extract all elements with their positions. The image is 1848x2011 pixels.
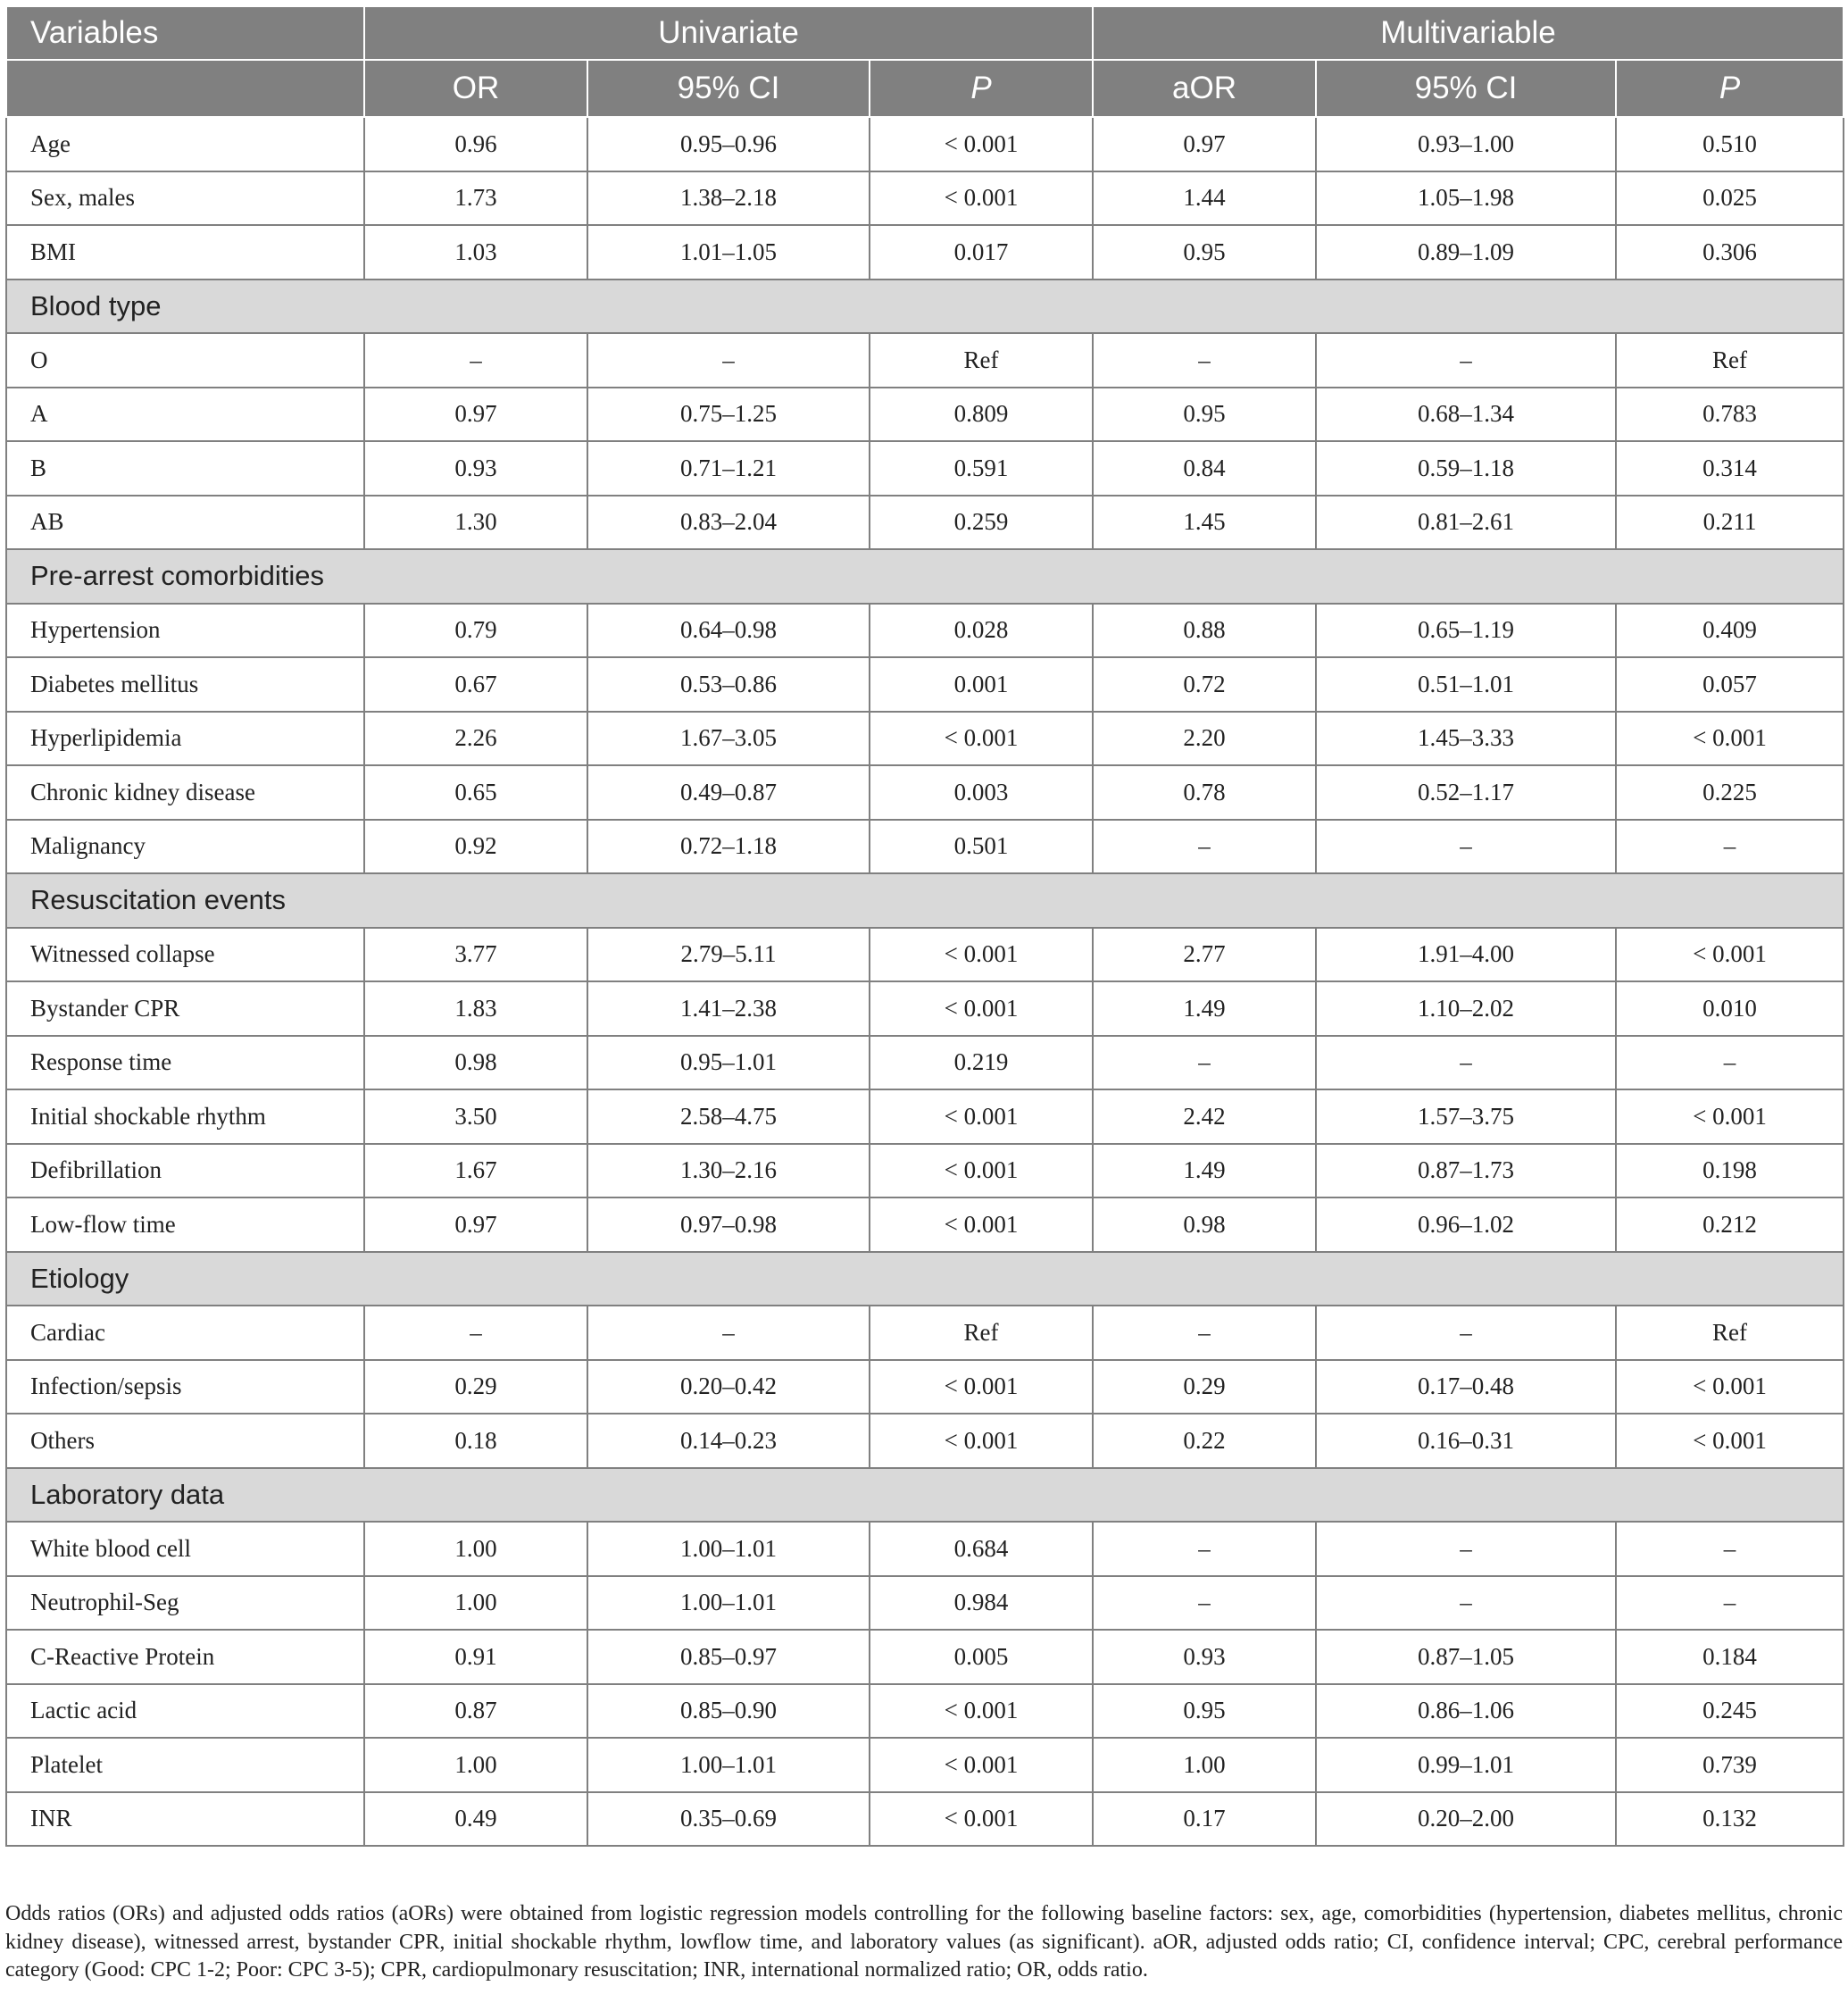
cell-p-multivariable: – bbox=[1616, 1576, 1844, 1631]
table-row bbox=[6, 388, 1844, 442]
cell-ci-multivariable: 0.86–1.06 bbox=[1316, 1684, 1616, 1739]
cell-ci-multivariable: 0.81–2.61 bbox=[1316, 496, 1616, 550]
cell-ci-univariate: 0.75–1.25 bbox=[587, 388, 870, 442]
cell-variable: Platelet bbox=[6, 1738, 364, 1792]
table-row bbox=[6, 1684, 1844, 1739]
cell-aor: 1.49 bbox=[1093, 1144, 1316, 1198]
cell-aor: 2.77 bbox=[1093, 928, 1316, 982]
cell-p-univariate: < 0.001 bbox=[870, 928, 1093, 982]
cell-or: 1.00 bbox=[364, 1576, 587, 1631]
cell-ci-multivariable: 1.10–2.02 bbox=[1316, 981, 1616, 1036]
cell-p-multivariable: – bbox=[1616, 1522, 1844, 1576]
cell-variable: Lactic acid bbox=[6, 1684, 364, 1739]
cell-ci-univariate: 2.79–5.11 bbox=[587, 928, 870, 982]
cell-p-multivariable: 0.409 bbox=[1616, 604, 1844, 658]
cell-p-univariate: 0.028 bbox=[870, 604, 1093, 658]
cell-ci-univariate: 0.83–2.04 bbox=[587, 496, 870, 550]
cell-p-univariate: 0.591 bbox=[870, 441, 1093, 496]
cell-p-multivariable: 0.225 bbox=[1616, 765, 1844, 820]
cell-p-multivariable: 0.132 bbox=[1616, 1792, 1844, 1847]
cell-variable: Low-flow time bbox=[6, 1197, 364, 1252]
cell-ci-univariate: 2.58–4.75 bbox=[587, 1089, 870, 1144]
cell-ci-univariate: 0.64–0.98 bbox=[587, 604, 870, 658]
cell-aor: – bbox=[1093, 1306, 1316, 1360]
cell-ci-multivariable: 0.52–1.17 bbox=[1316, 765, 1616, 820]
cell-ci-multivariable: 1.91–4.00 bbox=[1316, 928, 1616, 982]
cell-aor: – bbox=[1093, 820, 1316, 874]
cell-variable: White blood cell bbox=[6, 1522, 364, 1576]
cell-ci-multivariable: 0.17–0.48 bbox=[1316, 1360, 1616, 1414]
cell-aor: 0.78 bbox=[1093, 765, 1316, 820]
cell-or: 0.65 bbox=[364, 765, 587, 820]
cell-or: 3.50 bbox=[364, 1089, 587, 1144]
cell-variable: Age bbox=[6, 117, 364, 171]
header-or: OR bbox=[364, 60, 587, 117]
table-row bbox=[6, 117, 1844, 171]
cell-p-multivariable: 0.739 bbox=[1616, 1738, 1844, 1792]
header-ci-univariate: 95% CI bbox=[587, 60, 870, 117]
cell-aor: 1.49 bbox=[1093, 981, 1316, 1036]
cell-variable: Sex, males bbox=[6, 171, 364, 226]
cell-variable: B bbox=[6, 441, 364, 496]
cell-p-univariate: < 0.001 bbox=[870, 981, 1093, 1036]
cell-p-multivariable: – bbox=[1616, 1036, 1844, 1090]
cell-p-multivariable: 0.783 bbox=[1616, 388, 1844, 442]
cell-ci-multivariable: – bbox=[1316, 1576, 1616, 1631]
cell-aor: 0.84 bbox=[1093, 441, 1316, 496]
cell-or: 0.18 bbox=[364, 1414, 587, 1468]
table-row bbox=[6, 928, 1844, 982]
cell-p-multivariable: < 0.001 bbox=[1616, 712, 1844, 766]
cell-or: 1.67 bbox=[364, 1144, 587, 1198]
cell-variable: Response time bbox=[6, 1036, 364, 1090]
cell-ci-univariate: 1.01–1.05 bbox=[587, 225, 870, 280]
cell-or: 0.98 bbox=[364, 1036, 587, 1090]
cell-variable: AB bbox=[6, 496, 364, 550]
table-row bbox=[6, 712, 1844, 766]
cell-or: 1.03 bbox=[364, 225, 587, 280]
cell-variable: Diabetes mellitus bbox=[6, 657, 364, 712]
cell-or: 0.49 bbox=[364, 1792, 587, 1847]
cell-ci-multivariable: – bbox=[1316, 333, 1616, 388]
cell-ci-univariate: 1.30–2.16 bbox=[587, 1144, 870, 1198]
section-row bbox=[6, 1252, 1844, 1306]
cell-aor: 1.44 bbox=[1093, 171, 1316, 226]
cell-p-univariate: 0.809 bbox=[870, 388, 1093, 442]
cell-p-multivariable: 0.211 bbox=[1616, 496, 1844, 550]
table-container bbox=[5, 5, 1843, 1847]
cell-aor: 1.45 bbox=[1093, 496, 1316, 550]
cell-ci-multivariable: 1.05–1.98 bbox=[1316, 171, 1616, 226]
cell-aor: – bbox=[1093, 1576, 1316, 1631]
cell-aor: 2.42 bbox=[1093, 1089, 1316, 1144]
cell-ci-multivariable: – bbox=[1316, 1306, 1616, 1360]
cell-p-univariate: 0.001 bbox=[870, 657, 1093, 712]
cell-ci-univariate: 0.85–0.90 bbox=[587, 1684, 870, 1739]
section-row bbox=[6, 280, 1844, 334]
cell-variable: Infection/sepsis bbox=[6, 1360, 364, 1414]
cell-ci-univariate: 0.97–0.98 bbox=[587, 1197, 870, 1252]
cell-ci-univariate: 1.38–2.18 bbox=[587, 171, 870, 226]
cell-or: 0.91 bbox=[364, 1630, 587, 1684]
cell-variable: Cardiac bbox=[6, 1306, 364, 1360]
cell-or: 1.73 bbox=[364, 171, 587, 226]
cell-ci-multivariable: 0.87–1.05 bbox=[1316, 1630, 1616, 1684]
table-footnote: Odds ratios (ORs) and adjusted odds ratios (aORs) were obtained from logistic regression models controlling for the following baseline factors: sex, age, comorbidities (hypertension, diabetes mellitus, chronic kidney disease), witnessed arrest, bystander CPR, initial shockable rhythm, lowflow time, and laboratory values (as significant). aOR, adjusted odds ratio; CI, confidence interval; CPC, cerebral performance category (Good: CPC 1-2; Poor: CPC 3-5); CPR, cardiopulmonary resuscitation; INR, international normalized ratio; OR, odds ratio. bbox=[5, 1902, 1843, 1982]
cell-ci-univariate: 0.35–0.69 bbox=[587, 1792, 870, 1847]
cell-aor: 0.72 bbox=[1093, 657, 1316, 712]
cell-ci-univariate: 1.67–3.05 bbox=[587, 712, 870, 766]
cell-p-multivariable: 0.306 bbox=[1616, 225, 1844, 280]
cell-p-univariate: 0.684 bbox=[870, 1522, 1093, 1576]
cell-variable: INR bbox=[6, 1792, 364, 1847]
cell-or: 1.30 bbox=[364, 496, 587, 550]
table-row bbox=[6, 981, 1844, 1036]
cell-variable: A bbox=[6, 388, 364, 442]
cell-p-multivariable: < 0.001 bbox=[1616, 928, 1844, 982]
cell-ci-univariate: 0.53–0.86 bbox=[587, 657, 870, 712]
cell-aor: 0.95 bbox=[1093, 388, 1316, 442]
section-label: Blood type bbox=[6, 280, 1844, 334]
header-blank bbox=[6, 60, 364, 117]
header-p-univariate: P bbox=[870, 60, 1093, 117]
cell-ci-univariate: 1.00–1.01 bbox=[587, 1522, 870, 1576]
table-row bbox=[6, 225, 1844, 280]
cell-variable: Initial shockable rhythm bbox=[6, 1089, 364, 1144]
header-multivariable: Multivariable bbox=[1093, 6, 1844, 60]
cell-ci-multivariable: 0.16–0.31 bbox=[1316, 1414, 1616, 1468]
cell-p-multivariable: 0.198 bbox=[1616, 1144, 1844, 1198]
table-row bbox=[6, 1738, 1844, 1792]
cell-p-multivariable: < 0.001 bbox=[1616, 1414, 1844, 1468]
cell-or: 0.92 bbox=[364, 820, 587, 874]
table-row bbox=[6, 1036, 1844, 1090]
table-row bbox=[6, 1630, 1844, 1684]
cell-ci-multivariable: 0.99–1.01 bbox=[1316, 1738, 1616, 1792]
cell-p-univariate: < 0.001 bbox=[870, 1197, 1093, 1252]
cell-or: 1.00 bbox=[364, 1522, 587, 1576]
cell-variable: Witnessed collapse bbox=[6, 928, 364, 982]
cell-or: – bbox=[364, 1306, 587, 1360]
cell-p-multivariable: < 0.001 bbox=[1616, 1360, 1844, 1414]
cell-p-univariate: 0.259 bbox=[870, 496, 1093, 550]
cell-variable: Hypertension bbox=[6, 604, 364, 658]
cell-ci-univariate: 0.72–1.18 bbox=[587, 820, 870, 874]
table-row bbox=[6, 657, 1844, 712]
cell-ci-univariate: 0.14–0.23 bbox=[587, 1414, 870, 1468]
cell-or: 0.97 bbox=[364, 388, 587, 442]
cell-p-multivariable: 0.314 bbox=[1616, 441, 1844, 496]
cell-p-univariate: < 0.001 bbox=[870, 1414, 1093, 1468]
cell-variable: BMI bbox=[6, 225, 364, 280]
cell-or: 2.26 bbox=[364, 712, 587, 766]
table-row bbox=[6, 765, 1844, 820]
cell-variable: Others bbox=[6, 1414, 364, 1468]
cell-ci-multivariable: 1.57–3.75 bbox=[1316, 1089, 1616, 1144]
cell-variable: O bbox=[6, 333, 364, 388]
header-row-groups bbox=[6, 6, 1844, 60]
cell-ci-multivariable: 0.87–1.73 bbox=[1316, 1144, 1616, 1198]
section-row bbox=[6, 549, 1844, 604]
cell-p-univariate: < 0.001 bbox=[870, 712, 1093, 766]
table-row bbox=[6, 1306, 1844, 1360]
cell-ci-univariate: 1.41–2.38 bbox=[587, 981, 870, 1036]
cell-p-multivariable: 0.010 bbox=[1616, 981, 1844, 1036]
table-row bbox=[6, 604, 1844, 658]
cell-ci-multivariable: – bbox=[1316, 820, 1616, 874]
cell-p-univariate: 0.017 bbox=[870, 225, 1093, 280]
cell-p-univariate: < 0.001 bbox=[870, 171, 1093, 226]
header-p-multivariable: P bbox=[1616, 60, 1844, 117]
cell-p-univariate: 0.984 bbox=[870, 1576, 1093, 1631]
cell-variable: Hyperlipidemia bbox=[6, 712, 364, 766]
table-body bbox=[6, 117, 1844, 1846]
table-row bbox=[6, 820, 1844, 874]
cell-p-univariate: 0.003 bbox=[870, 765, 1093, 820]
cell-variable: Malignancy bbox=[6, 820, 364, 874]
cell-p-univariate: < 0.001 bbox=[870, 1360, 1093, 1414]
cell-ci-univariate: 0.85–0.97 bbox=[587, 1630, 870, 1684]
cell-ci-univariate: 1.00–1.01 bbox=[587, 1576, 870, 1631]
table-row bbox=[6, 333, 1844, 388]
header-univariate: Univariate bbox=[364, 6, 1093, 60]
cell-ci-multivariable: – bbox=[1316, 1036, 1616, 1090]
cell-ci-multivariable: 1.45–3.33 bbox=[1316, 712, 1616, 766]
cell-aor: 0.95 bbox=[1093, 225, 1316, 280]
cell-ci-multivariable: 0.51–1.01 bbox=[1316, 657, 1616, 712]
cell-p-multivariable: 0.212 bbox=[1616, 1197, 1844, 1252]
cell-ci-multivariable: 0.65–1.19 bbox=[1316, 604, 1616, 658]
cell-p-multivariable: – bbox=[1616, 820, 1844, 874]
odds-ratio-table bbox=[5, 5, 1844, 1847]
cell-p-univariate: < 0.001 bbox=[870, 1738, 1093, 1792]
cell-p-multivariable: 0.510 bbox=[1616, 117, 1844, 171]
cell-p-univariate: < 0.001 bbox=[870, 117, 1093, 171]
cell-or: 0.87 bbox=[364, 1684, 587, 1739]
cell-aor: 0.98 bbox=[1093, 1197, 1316, 1252]
cell-or: 0.97 bbox=[364, 1197, 587, 1252]
cell-aor: – bbox=[1093, 1036, 1316, 1090]
cell-p-univariate: 0.501 bbox=[870, 820, 1093, 874]
cell-ci-multivariable: 0.93–1.00 bbox=[1316, 117, 1616, 171]
cell-aor: 0.93 bbox=[1093, 1630, 1316, 1684]
cell-aor: 0.17 bbox=[1093, 1792, 1316, 1847]
cell-ci-multivariable: 0.20–2.00 bbox=[1316, 1792, 1616, 1847]
cell-or: 0.79 bbox=[364, 604, 587, 658]
cell-or: 0.29 bbox=[364, 1360, 587, 1414]
table-row bbox=[6, 1576, 1844, 1631]
cell-ci-univariate: 0.95–1.01 bbox=[587, 1036, 870, 1090]
cell-ci-univariate: 0.20–0.42 bbox=[587, 1360, 870, 1414]
cell-ci-multivariable: 0.59–1.18 bbox=[1316, 441, 1616, 496]
cell-ci-univariate: – bbox=[587, 333, 870, 388]
cell-aor: 0.22 bbox=[1093, 1414, 1316, 1468]
table-header bbox=[6, 6, 1844, 117]
cell-p-multivariable: 0.245 bbox=[1616, 1684, 1844, 1739]
cell-aor: 2.20 bbox=[1093, 712, 1316, 766]
cell-p-univariate: 0.219 bbox=[870, 1036, 1093, 1090]
cell-p-multivariable: Ref bbox=[1616, 1306, 1844, 1360]
cell-ci-univariate: – bbox=[587, 1306, 870, 1360]
cell-variable: Defibrillation bbox=[6, 1144, 364, 1198]
cell-p-univariate: < 0.001 bbox=[870, 1684, 1093, 1739]
section-label: Resuscitation events bbox=[6, 873, 1844, 928]
cell-aor: 0.95 bbox=[1093, 1684, 1316, 1739]
cell-or: 0.96 bbox=[364, 117, 587, 171]
cell-aor: 1.00 bbox=[1093, 1738, 1316, 1792]
cell-variable: Bystander CPR bbox=[6, 981, 364, 1036]
cell-p-univariate: < 0.001 bbox=[870, 1144, 1093, 1198]
header-ci-multivariable: 95% CI bbox=[1316, 60, 1616, 117]
section-label: Etiology bbox=[6, 1252, 1844, 1306]
table-row bbox=[6, 1414, 1844, 1468]
cell-p-multivariable: 0.184 bbox=[1616, 1630, 1844, 1684]
cell-aor: – bbox=[1093, 1522, 1316, 1576]
header-aor: aOR bbox=[1093, 60, 1316, 117]
cell-or: 1.00 bbox=[364, 1738, 587, 1792]
cell-or: 3.77 bbox=[364, 928, 587, 982]
section-row bbox=[6, 873, 1844, 928]
cell-or: – bbox=[364, 333, 587, 388]
section-label: Laboratory data bbox=[6, 1468, 1844, 1523]
cell-p-multivariable: 0.057 bbox=[1616, 657, 1844, 712]
cell-ci-multivariable: 0.96–1.02 bbox=[1316, 1197, 1616, 1252]
cell-p-univariate: < 0.001 bbox=[870, 1089, 1093, 1144]
cell-p-univariate: Ref bbox=[870, 1306, 1093, 1360]
cell-aor: 0.97 bbox=[1093, 117, 1316, 171]
table-row bbox=[6, 1089, 1844, 1144]
cell-ci-multivariable: 0.68–1.34 bbox=[1316, 388, 1616, 442]
table-row bbox=[6, 496, 1844, 550]
table-row bbox=[6, 441, 1844, 496]
cell-aor: – bbox=[1093, 333, 1316, 388]
cell-p-multivariable: Ref bbox=[1616, 333, 1844, 388]
table-row bbox=[6, 1792, 1844, 1847]
cell-p-univariate: < 0.001 bbox=[870, 1792, 1093, 1847]
cell-ci-univariate: 0.95–0.96 bbox=[587, 117, 870, 171]
cell-p-multivariable: 0.025 bbox=[1616, 171, 1844, 226]
cell-ci-univariate: 0.49–0.87 bbox=[587, 765, 870, 820]
cell-aor: 0.29 bbox=[1093, 1360, 1316, 1414]
cell-aor: 0.88 bbox=[1093, 604, 1316, 658]
cell-or: 0.67 bbox=[364, 657, 587, 712]
cell-ci-univariate: 1.00–1.01 bbox=[587, 1738, 870, 1792]
cell-p-multivariable: < 0.001 bbox=[1616, 1089, 1844, 1144]
cell-or: 1.83 bbox=[364, 981, 587, 1036]
header-row-columns bbox=[6, 60, 1844, 117]
cell-variable: Chronic kidney disease bbox=[6, 765, 364, 820]
cell-p-univariate: 0.005 bbox=[870, 1630, 1093, 1684]
cell-ci-multivariable: – bbox=[1316, 1522, 1616, 1576]
section-label: Pre-arrest comorbidities bbox=[6, 549, 1844, 604]
cell-ci-univariate: 0.71–1.21 bbox=[587, 441, 870, 496]
cell-ci-multivariable: 0.89–1.09 bbox=[1316, 225, 1616, 280]
table-row bbox=[6, 1144, 1844, 1198]
table-row bbox=[6, 1360, 1844, 1414]
table-row bbox=[6, 1197, 1844, 1252]
cell-variable: C-Reactive Protein bbox=[6, 1630, 364, 1684]
cell-or: 0.93 bbox=[364, 441, 587, 496]
table-row bbox=[6, 1522, 1844, 1576]
table-row bbox=[6, 171, 1844, 226]
section-row bbox=[6, 1468, 1844, 1523]
cell-p-univariate: Ref bbox=[870, 333, 1093, 388]
cell-variable: Neutrophil-Seg bbox=[6, 1576, 364, 1631]
header-variables: Variables bbox=[6, 6, 364, 60]
